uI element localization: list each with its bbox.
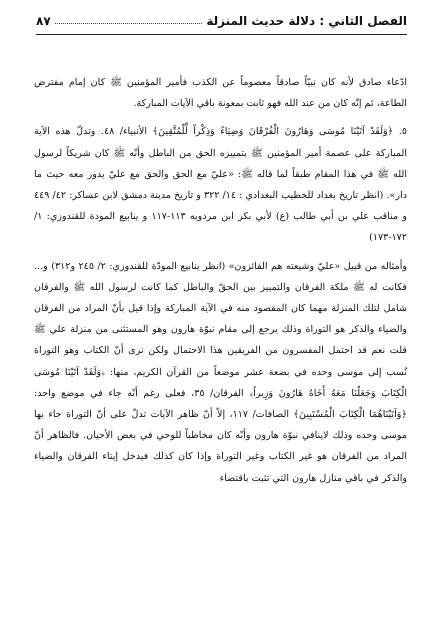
paragraph: ادّعاء صادق لأنه كان نبيّاً صادقاً معصوماً عن الكذب فأمير المؤمنين ﷺ كان إمام مفترض الطاعة، ثم إنّه كان من عند الله فهو ثابت بمعونة باقي الآيات المباركة.: [34, 77, 407, 110]
page-number: ٨٧: [36, 14, 51, 28]
paragraph: ٥. ﴿وَلَقَدْ آتَيْنَا مُوسَى وَهَارُونَ الْفُرْقَانَ وَضِيَاءً وَذِكْراً لِّلْمُتَّقِينَ﴾ الأنبياء/ ٤٨. وتدلّ هذه الآية المباركة على عصمة أمير المؤمنين ﷺ بتمييزه الحق من الباطل وأنّه ﷺ كان شريكاً لرسول الله ﷺ في هذا المقام طبقاً لما قاله ﷺ: «عليّ مع الحق والحق مع عليّ يدور معه حيث ما دار». (انظر تاريخ بغداد للخطيب البغدادي : ١٤/ ٣٢٢ و تاريخ مدينة دمشق لابن عساكر: ٤٢/ ٤٤٩ و مناقب علي بن أبي طالب (ع) لأبي بكر ابن مردويه ١١٣-١١٧ و ينابيع المودة للقندوزي: ١/ ١٧٢-١٧٣): [34, 126, 407, 244]
header-rule: [36, 34, 407, 35]
paragraph: وأمثاله من قبيل «عليّ وشيعته هم الفائزون» (انظر ينابيع المودّة للقندوزي: ٢/ ٢٤٥ و٣١٢) و... فكانت له ﷺ ملكة الفرقان والتمييز بين الحقّ والباطل كما كانت لرسول الله ﷺ والفرقان شامل لتلك المنزلة مهما كان المقصود منه في الآية المباركة وإذا قيل بأنّ المراد من الفرقان والضياء والذكر هو التوراة وذلك يرجع إلى مقام نبوّة هارون وهو المستثنى من منزلة علي ﷺ قلت نعم قد احتمل المفسرون من الفريقين هذا الاحتمال ولكن نرى أنّ الكتاب وهو التوراة نُسب إلى موسى وحده في بضعة عشر موضعاً من القرآن الكريم، منها: ﴿وَلَقَدْ آتَيْنَا مُوسَى الْكِتَابَ وَجَعَلْنَا مَعَهُ أَخَاهُ هَارُونَ وَزِيراً﴾ الفرقان/ ٣٥، فعلى رغم أنّه جاء في موضع واحد: ﴿وَآتَيْنَاهُمَا الْكِتَابَ الْمُسْتَبِينَ﴾ الصافات/ ١١٧، إلاّ أنّ ظاهر الآيات تدلّ على أنّ التوراة جاء بها موسى وحده وذلك لاينافي نبوّة هارون وأنّه كان مخاطباً للوحي في بعض الأحيان. فالظاهر أنّ المراد من الفرقان هو غير الكتاب وغير التوراة وإذا كان كذلك فيدخل إيتاء الفرقان والضياء والذكر في باقي منازل هارون التي تثبت باقتضاء: [34, 260, 407, 484]
chapter-title: الفصل الثاني : دلالة حديث المنزلة: [206, 14, 407, 28]
header-leader-dots: [55, 23, 203, 24]
running-header: [36, 10, 407, 28]
body-text: [34, 72, 407, 489]
